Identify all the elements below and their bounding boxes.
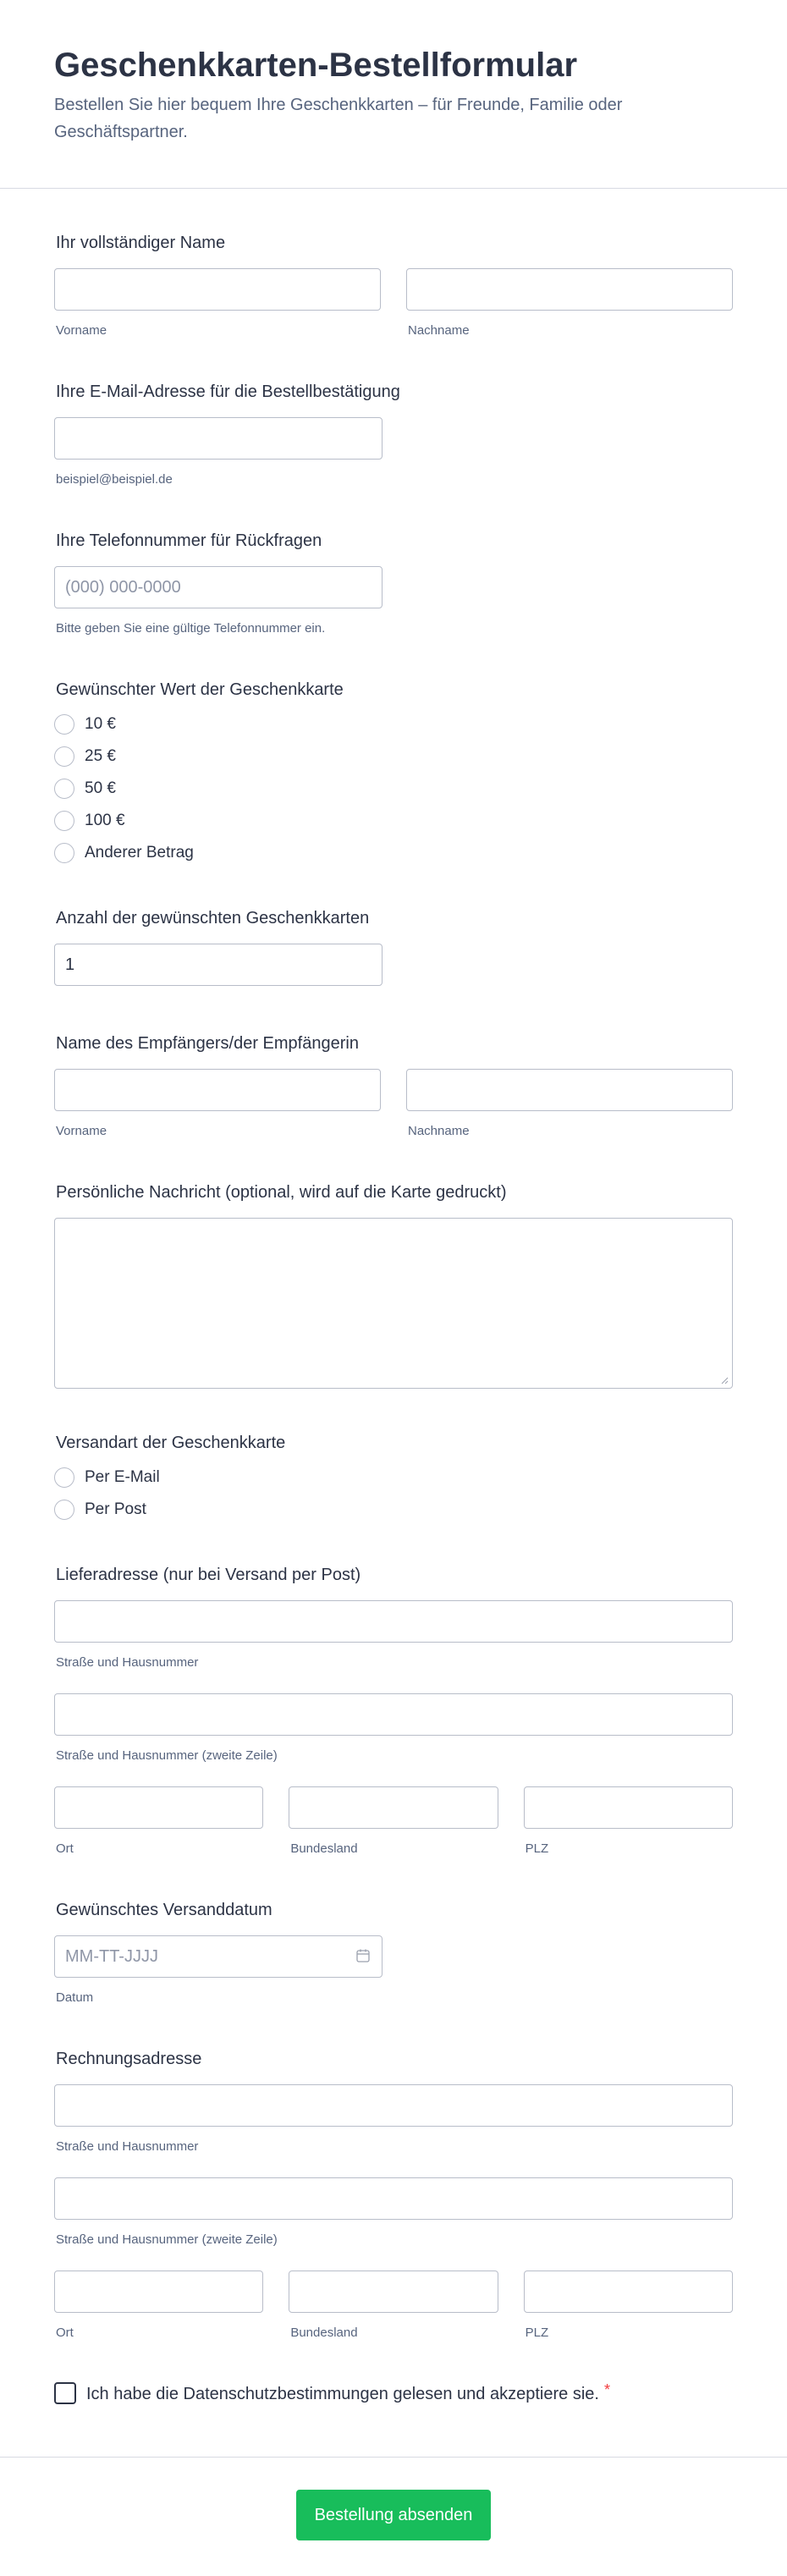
recipient-last-name-sublabel: Nachname — [408, 1124, 470, 1138]
phone-label: Ihre Telefonnummer für Rückfragen — [56, 531, 322, 550]
amount-label: Gewünschter Wert der Geschenkkarte — [56, 680, 344, 699]
delivery-street-sublabel: Straße und Hausnummer — [56, 1655, 199, 1670]
privacy-checkbox[interactable] — [54, 2382, 76, 2404]
delivery-city-input[interactable] — [54, 1786, 263, 1829]
radio-label: 10 € — [85, 715, 116, 733]
billing-street2-input[interactable] — [54, 2177, 733, 2220]
billing-city-input[interactable] — [54, 2271, 263, 2313]
recipient-first-name-input[interactable] — [54, 1069, 381, 1111]
delivery-zip-sublabel: PLZ — [525, 1841, 549, 1856]
required-mark: * — [603, 2381, 610, 2398]
privacy-label: Ich habe die Datenschutzbestimmungen gelesen und akzeptiere sie. * — [86, 2381, 610, 2403]
phone-placeholder: (000) 000-0000 — [65, 577, 181, 597]
page-description: Bestellen Sie hier bequem Ihre Geschenkkarten – für Freunde, Familie oder Geschäftspartner. — [54, 96, 623, 141]
full-name-label: Ihr vollständiger Name — [56, 234, 226, 252]
privacy-consent[interactable] — [54, 2382, 733, 2406]
delivery-state-sublabel: Bundesland — [290, 1841, 358, 1856]
ship-date-question — [54, 1898, 733, 2006]
delivery-street2-input[interactable] — [54, 1693, 733, 1736]
radio-label: 100 € — [85, 812, 125, 829]
recipient-first-name-sublabel: Vorname — [56, 1124, 107, 1138]
radio-button[interactable] — [54, 811, 74, 831]
phone-sublabel: Bitte geben Sie eine gültige Telefonnummer ein. — [56, 621, 326, 636]
delivery-street-input[interactable] — [54, 1600, 733, 1643]
calendar-icon[interactable] — [355, 1948, 371, 1963]
radio-label: Anderer Betrag — [85, 844, 194, 861]
order-form — [0, 189, 787, 2406]
delivery-address-label: Lieferadresse (nur bei Versand per Post) — [56, 1566, 361, 1584]
email-input[interactable] — [54, 417, 382, 460]
billing-state-sublabel: Bundesland — [290, 2326, 358, 2340]
quantity-label: Anzahl der gewünschten Geschenkkarten — [56, 909, 370, 927]
form-header — [0, 0, 787, 189]
amount-option-25[interactable] — [54, 740, 733, 773]
radio-button[interactable] — [54, 843, 74, 863]
message-textarea[interactable] — [54, 1218, 733, 1389]
page-title: Geschenkkarten-Bestellformular — [54, 47, 578, 84]
last-name-input[interactable] — [406, 268, 733, 311]
first-name-sublabel: Vorname — [56, 323, 107, 338]
quantity-input[interactable] — [54, 944, 382, 986]
recipient-question — [54, 1032, 733, 1140]
ship-date-placeholder: MM-TT-JJJJ — [65, 1946, 158, 1966]
phone-question — [54, 529, 733, 637]
quantity-question — [54, 906, 733, 986]
email-sublabel: beispiel@beispiel.de — [56, 472, 173, 487]
delivery-city-sublabel: Ort — [56, 1841, 74, 1856]
delivery-address-question — [54, 1563, 733, 1858]
radio-label: 50 € — [85, 779, 116, 797]
radio-button[interactable] — [54, 1467, 74, 1488]
full-name-question — [54, 231, 733, 339]
quantity-value: 1 — [65, 955, 75, 974]
shipping-method-question — [54, 1431, 733, 1526]
privacy-question — [54, 2382, 733, 2406]
billing-address-label: Rechnungsadresse — [56, 2050, 202, 2068]
message-label: Persönliche Nachricht (optional, wird auf die Karte gedruckt) — [56, 1183, 507, 1202]
amount-question — [54, 678, 733, 869]
shipping-method-label: Versandart der Geschenkkarte — [56, 1434, 286, 1452]
billing-state-input[interactable] — [289, 2271, 498, 2313]
first-name-input[interactable] — [54, 268, 381, 311]
delivery-state-input[interactable] — [289, 1786, 498, 1829]
amount-option-50[interactable] — [54, 773, 733, 805]
billing-address-question — [54, 2047, 733, 2342]
form-footer — [0, 2457, 787, 2576]
recipient-last-name-input[interactable] — [406, 1069, 733, 1111]
shipping-option-email[interactable] — [54, 1461, 733, 1494]
billing-street2-sublabel: Straße und Hausnummer (zweite Zeile) — [56, 2232, 278, 2247]
amount-option-other[interactable] — [54, 837, 733, 869]
radio-label: Per Post — [85, 1500, 146, 1518]
email-label: Ihre E-Mail-Adresse für die Bestellbestätigung — [56, 383, 400, 401]
ship-date-label: Gewünschtes Versanddatum — [56, 1901, 272, 1919]
radio-button[interactable] — [54, 746, 74, 767]
email-question — [54, 380, 733, 488]
amount-option-10[interactable] — [54, 708, 733, 740]
billing-street-input[interactable] — [54, 2084, 733, 2127]
radio-button[interactable] — [54, 779, 74, 799]
phone-input[interactable] — [54, 566, 382, 608]
billing-zip-sublabel: PLZ — [525, 2326, 549, 2340]
radio-button[interactable] — [54, 1500, 74, 1520]
delivery-street2-sublabel: Straße und Hausnummer (zweite Zeile) — [56, 1748, 278, 1763]
radio-label: Per E-Mail — [85, 1468, 160, 1486]
recipient-label: Name des Empfängers/der Empfängerin — [56, 1034, 359, 1053]
resize-handle-icon[interactable] — [720, 1376, 729, 1384]
billing-zip-input[interactable] — [524, 2271, 733, 2313]
ship-date-sublabel: Datum — [56, 1990, 94, 2005]
shipping-option-post[interactable] — [54, 1494, 733, 1526]
radio-label: 25 € — [85, 747, 116, 765]
radio-button[interactable] — [54, 714, 74, 735]
amount-option-100[interactable] — [54, 805, 733, 837]
delivery-zip-input[interactable] — [524, 1786, 733, 1829]
billing-city-sublabel: Ort — [56, 2326, 74, 2340]
billing-street-sublabel: Straße und Hausnummer — [56, 2139, 199, 2154]
last-name-sublabel: Nachname — [408, 323, 470, 338]
message-question — [54, 1181, 733, 1389]
submit-button[interactable]: Bestellung absenden — [296, 2490, 491, 2540]
ship-date-input[interactable] — [54, 1935, 382, 1978]
